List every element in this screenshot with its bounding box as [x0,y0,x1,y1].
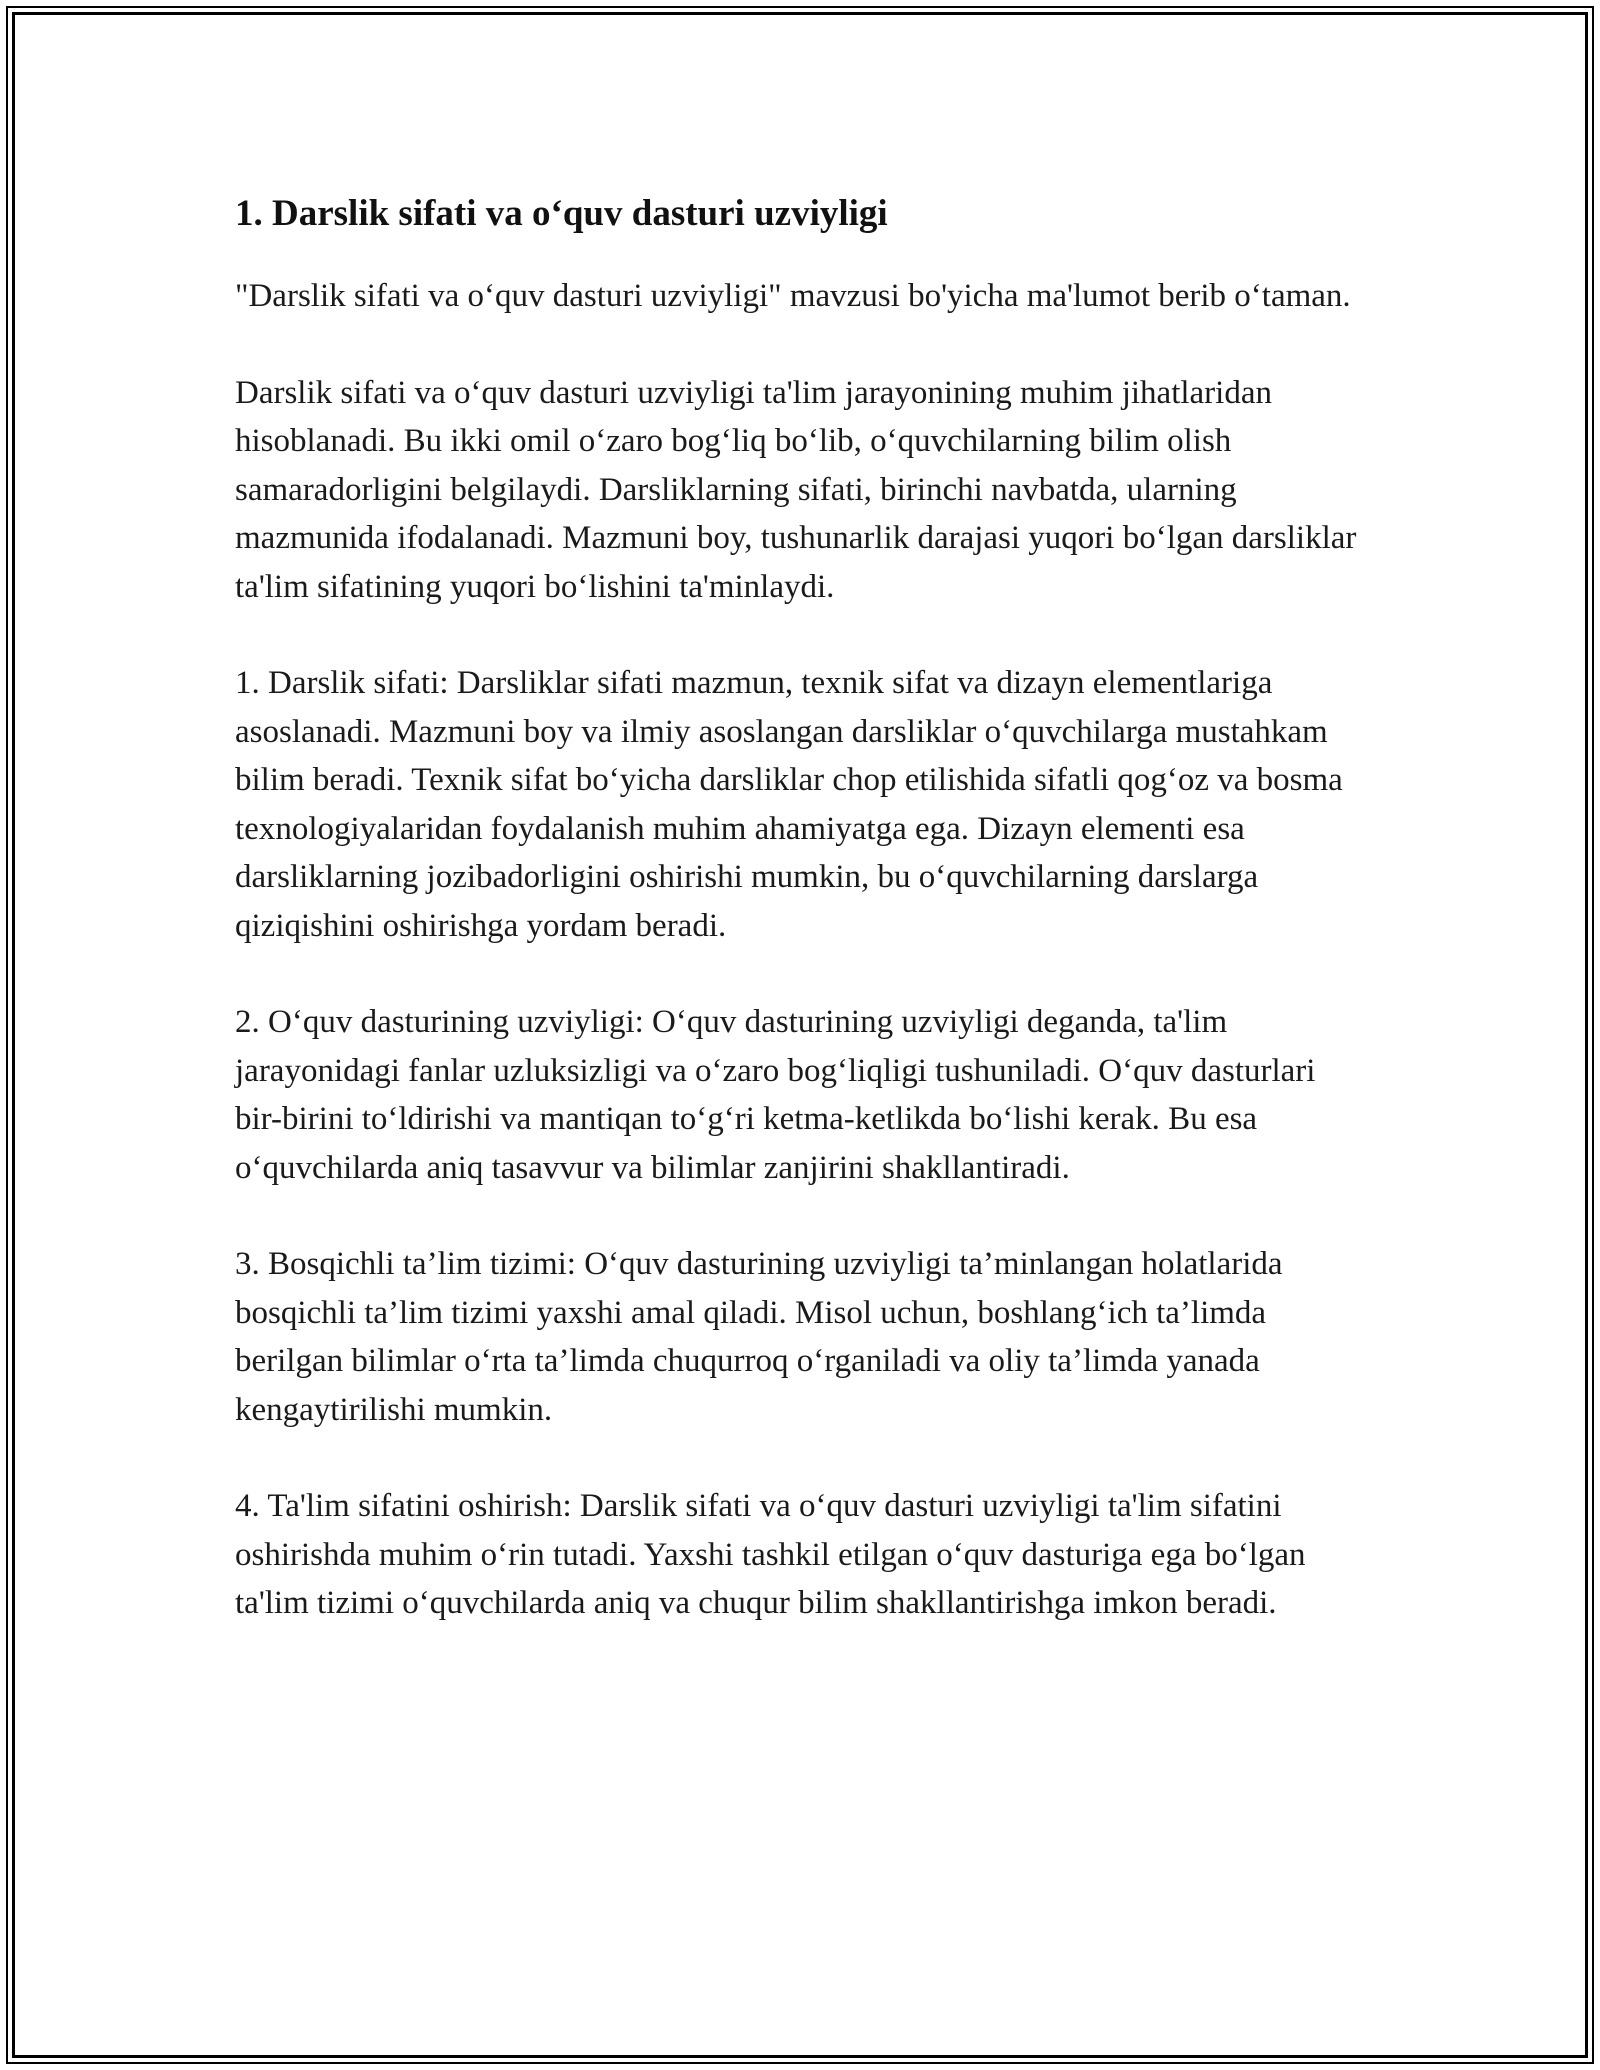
overview-paragraph: Darslik sifati va o‘quv dasturi uzviyligi ta'lim jarayonining muhim jihatlaridan hisoblanadi. Bu ikki omil o‘zaro bog‘liq bo‘lib, o‘quvchilarning bilim olish samaradorligini belgilaydi. Darsliklarning sifati, birinchi navbatda, ularning mazmunida ifodalanadi. Mazmuni boy, tushunarlik darajasi yuqori bo‘lgan darsliklar ta'lim sifatining yuqori bo‘lishini ta'minlaydi. [235,374,1357,605]
document-body [235,186,1370,1676]
staged-education-paragraph: 3. Bosqichli ta’lim tizimi: O‘quv dasturining uzviyligi ta’minlangan holatlarida bosqichli ta’lim tizimi yaxshi amal qiladi. Misol uchun, boshlang‘ich ta’limda berilgan bilimlar o‘rta ta’limda chuqurroq o‘rganiladi va oliy ta’limda yanada kengaytirilishi mumkin. [235,1246,1283,1428]
intro-paragraph: "Darslik sifati va o‘quv dasturi uzviyligi" mavzusi bo'yicha ma'lumot berib o‘taman. [235,278,1351,314]
education-quality-paragraph: 4. Ta'lim sifatini oshirish: Darslik sifati va o‘quv dasturi uzviyligi ta'lim sifatini oshirishda muhim o‘rin tutadi. Yaxshi tashkil etilgan o‘quv dasturiga ega bo‘lgan ta'lim tizimi o‘quvchilarda aniq va chuqur bilim shakllantirishga imkon beradi. [235,1488,1306,1621]
curriculum-continuity-paragraph: 2. O‘quv dasturining uzviyligi: O‘quv dasturining uzviyligi deganda, ta'lim jarayonidagi fanlar uzluksizligi va o‘zaro bog‘liqligi tushuniladi. O‘quv dasturlari bir-birini to‘ldirishi va mantiqan to‘g‘ri ketma-ketlikda bo‘lishi kerak. Bu esa o‘quvchilarda aniq tasavvur va bilimlar zanjirini shakllantiradi. [235,1004,1316,1186]
document-title: 1. Darslik sifati va o‘quv dasturi uzviyligi [235,193,888,234]
textbook-quality-paragraph: 1. Darslik sifati: Darsliklar sifati mazmun, texnik sifat va dizayn elementlariga asoslanadi. Mazmuni boy va ilmiy asoslangan darsliklar o‘quvchilarga mustahkam bilim beradi. Texnik sifat bo‘yicha darsliklar chop etilishida sifatli qog‘oz va bosma texnologiyalaridan foydalanish muhim ahamiyatga ega. Dizayn elementi esa darsliklarning jozibadorligini oshirishi mumkin, bu o‘quvchilarning darslarga qiziqishini oshirishga yordam beradi. [235,665,1343,944]
